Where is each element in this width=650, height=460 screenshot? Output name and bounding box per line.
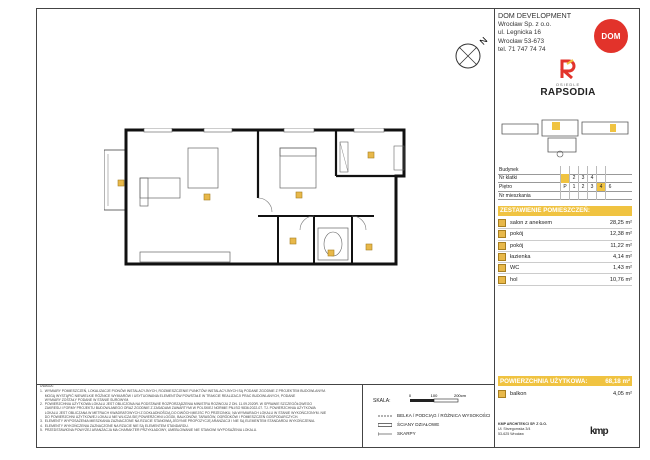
room-swatch — [498, 276, 506, 284]
details-row — [498, 192, 632, 201]
details-cell: 4 — [596, 183, 605, 192]
room-name: pokój — [510, 231, 524, 238]
details-cell — [578, 166, 587, 175]
room-marker — [296, 192, 302, 198]
key-plan — [498, 112, 632, 162]
room-area: 11,22 — [610, 242, 624, 249]
legend-label: SKARPY — [397, 431, 416, 436]
details-cell — [569, 166, 578, 175]
room-unit: m² — [625, 276, 632, 283]
details-cell: 6 — [605, 183, 614, 192]
scale-bar — [388, 393, 478, 409]
total-area — [498, 376, 632, 386]
room-name: pokój — [510, 242, 524, 249]
room-row — [498, 263, 632, 274]
room-name: WC — [510, 265, 520, 272]
room-marker — [118, 180, 124, 186]
estate-prefix: OSIEDLE — [555, 82, 581, 87]
partition-wall-icon — [378, 423, 392, 427]
details-cell — [596, 174, 605, 183]
room-area: 28,25 — [609, 220, 624, 227]
dashed-line-icon — [378, 414, 392, 418]
total-area-label: POWIERZCHNIA UŻYTKOWA: — [500, 377, 588, 385]
room-swatch — [498, 219, 506, 227]
details-label: Budynek — [499, 166, 519, 173]
details-cell — [560, 166, 569, 175]
total-area-value-wrap — [605, 378, 630, 385]
details-cell — [587, 166, 596, 175]
details-cell: 2 — [578, 183, 587, 192]
room-unit: m² — [625, 242, 632, 249]
room-swatch — [498, 390, 506, 398]
scale-mark: 200cm — [453, 393, 467, 398]
company-entity: Wrocław Sp. z o.o. — [498, 20, 552, 28]
details-cell: 4 — [587, 174, 596, 183]
note-line: MOGĄ WYSTĄPIĆ NIEWIELKIE RÓŻNICE WYMIARÓW I USYTUOWANIA ELEMENTÓW POWSTAŁE W TRAKCIE REALIZACJI PRAC BUDOWLANYCH, PODANE — [40, 393, 296, 398]
notes-scale-divider — [362, 384, 363, 448]
room-name: salon z aneksem — [510, 220, 552, 227]
room-marker — [328, 250, 334, 256]
sheet-divider — [494, 8, 495, 448]
balcony-row — [498, 388, 632, 399]
architect-name: KMP ARCHITEKCI SP. Z O.O. — [498, 422, 548, 426]
details-cell — [605, 191, 614, 200]
details-cell: 2 — [569, 174, 578, 183]
room-marker — [290, 238, 296, 244]
company-block — [498, 12, 571, 55]
scale-label: SKALA: — [373, 398, 391, 404]
legend-label: BELKA / PODCIĄG / RÓŻNICA WYSOKOŚCI — [397, 413, 491, 418]
details-cell — [605, 166, 614, 175]
room-unit: m² — [625, 254, 632, 261]
note-line: 3. ELEMENTY WYPOSAŻENIA MIESZKANIA ZAZNACZONE NA RZUCIE STANOWIĄ JEDYNIE PROPOZYCJĘ ARANŻACJI I NIE SĄ ELEMENTEM STANDARDU WYKOŃCZENIA. — [40, 419, 316, 424]
room-marker — [204, 194, 210, 200]
balcony-name: balkon — [510, 390, 527, 397]
floor-plan — [104, 128, 460, 278]
company-city: Wrocław 53-673 — [498, 37, 545, 45]
room-unit: m² — [625, 265, 632, 272]
details-cell — [578, 191, 587, 200]
company-name: DOM DEVELOPMENT — [498, 11, 572, 20]
details-cell — [605, 174, 614, 183]
details-cell: 3 — [587, 183, 596, 192]
room-row — [498, 252, 632, 263]
details-cell — [569, 191, 578, 200]
compass-letter: N — [477, 35, 490, 47]
scale-mark: 100 — [430, 393, 438, 398]
room-area-wrap — [586, 277, 632, 283]
details-cell — [596, 166, 605, 175]
room-list — [498, 218, 632, 286]
scale-mark: 0 — [408, 393, 412, 398]
room-swatch — [498, 264, 506, 272]
balcony-unit: m² — [625, 390, 632, 397]
room-row — [498, 229, 632, 240]
rooms-title: ZESTAWIENIE POMIESZCZEŃ: — [498, 206, 632, 216]
balcony-area-wrap — [586, 391, 632, 397]
details-label: Piętro — [499, 183, 513, 190]
note-line: WYMIARY ZOSTAŁY PODANE W STANIE SUROWYM. — [40, 397, 130, 402]
estate-name: RAPSODIA — [540, 87, 596, 98]
legend — [378, 411, 490, 438]
notes-title: UWAGA: — [40, 384, 54, 388]
note-line: LOKALU JEST OBLICZANA W METRACH KWADRATOWYCH Z DOKŁADNOŚCIĄ DO DWÓCH MIEJSC PO PRZECINKU, NA WYMIARACH LOKALU W STANIE WYKOŃCZONYM. NIE — [40, 410, 327, 415]
room-unit: m² — [625, 220, 632, 227]
total-area-value: 68,18 — [605, 377, 621, 385]
room-row — [498, 241, 632, 252]
details-cell — [587, 191, 596, 200]
room-area: 4,14 — [613, 254, 624, 261]
room-area-wrap — [586, 254, 632, 260]
note-line: 4. ELEMENTY WYKOŃCZENIA ZAZNACZONE NA RZUCIE NIE SĄ ELEMENTEM STANDARDU. — [40, 423, 189, 428]
details-cell — [560, 174, 569, 183]
room-marker — [366, 244, 372, 250]
room-swatch — [498, 253, 506, 261]
architect-block — [498, 422, 547, 436]
room-area-wrap — [586, 243, 632, 249]
details-label: Nr klatki — [499, 175, 518, 182]
details-label: Nr mieszkania — [499, 192, 531, 199]
architect-street: Ul. Strzegomska 3/4 — [498, 426, 531, 431]
apartment-details — [498, 166, 632, 200]
room-area-wrap — [586, 265, 632, 271]
note-line: ZAKRESU I FORMY PROJEKTU BUDOWLANEGO ORAZ ZGODNIE Z ZASADAMI ZAWARTYMI W POLSKIEJ NORMIE PN-ISO 9836:2022-07. TJ. POWIERZCHNIA UŻYTKOWA — [40, 406, 316, 411]
notes-block — [40, 384, 360, 432]
details-cell — [560, 191, 569, 200]
room-area: 10,76 — [609, 276, 624, 283]
kmp-logo: kmp — [590, 426, 608, 437]
total-area-unit: m² — [622, 377, 630, 385]
room-row — [498, 274, 632, 285]
balcony-area: 4,05 — [613, 390, 624, 397]
note-line: 1. WYMIARY POMIESZCZEŃ, LOKALIZACJE PIONÓW INSTALACYJNYCH, ROZMIESZCZENIE PUNKTÓW INSTALACYJNYCH SĄ PODANE ZGODNIE Z PROJEKTEM BUDOWLANYM. — [40, 389, 326, 394]
room-swatch — [498, 242, 506, 250]
room-unit: m² — [625, 231, 632, 238]
note-line: DO POWIERZCHNI UŻYTKOWEJ LOKALU NIE WLICZA SIĘ POWIERZCHNI LOGGII, BALKONÓW, TARASÓW, OGRÓDKÓW I POMIESZCZEŃ GOSPODARCZYCH. — [40, 415, 299, 420]
room-area: 1,43 — [613, 265, 624, 272]
details-cell: 3 — [578, 174, 587, 183]
legend-label: ŚCIANY DZIAŁOWE — [397, 422, 440, 427]
room-name: hol — [510, 276, 518, 283]
slope-icon — [378, 432, 392, 436]
company-street: ul. Legnicka 16 — [498, 29, 541, 37]
room-row — [498, 218, 632, 229]
architect-city: 53-625 Wrocław — [498, 431, 524, 436]
dom-logo: DOM — [594, 19, 628, 53]
note-line: 2. POWIERZCHNIA UŻYTKOWA LOKALU JEST OBLICZONA NA PODSTAWIE ROZPORZĄDZENIA MINISTRA ROZWOJU Z DN. 11.09.2020R. W SPRAWIE SZCZEGÓŁOWEGO — [40, 402, 313, 407]
details-cell: 1 — [569, 183, 578, 192]
details-cell — [596, 191, 605, 200]
room-name: łazienka — [510, 254, 531, 261]
details-cell: P — [560, 183, 569, 192]
room-swatch — [498, 230, 506, 238]
room-area-wrap — [586, 220, 632, 226]
compass-icon — [452, 34, 492, 74]
rapsodia-logo — [528, 58, 608, 104]
room-area-wrap — [586, 231, 632, 237]
room-area: 12,38 — [609, 231, 624, 238]
rapsodia-emblem-icon — [558, 58, 578, 80]
note-line: 5. PRZEDSTAWIONA POWYŻEJ ARANŻACJA MA CHARAKTER PRZYKŁADOWY, UMEBLOWANIE NIE STANOWI WYPOSAŻENIA LOKALU. — [40, 427, 258, 432]
room-marker — [368, 152, 374, 158]
company-phone: tel. 71 747 74 74 — [498, 46, 546, 54]
